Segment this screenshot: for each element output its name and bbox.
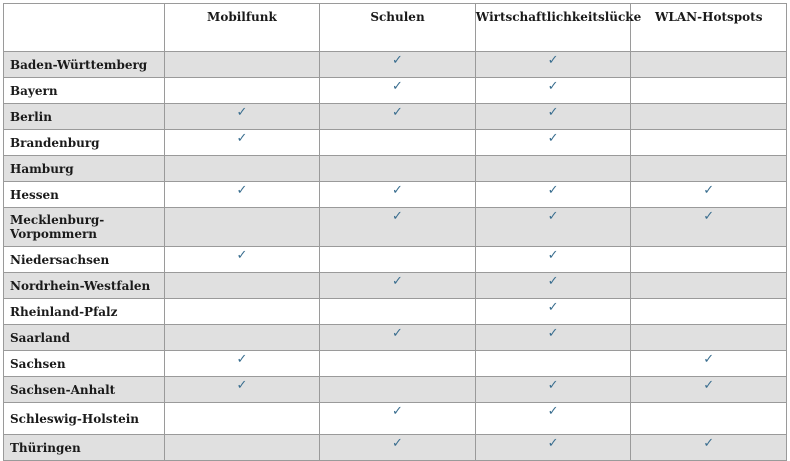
- state-name: Mecklenburg- Vorpommern: [4, 208, 165, 247]
- table-row: [4, 104, 787, 130]
- state-name: Sachsen: [4, 351, 165, 377]
- check-icon: ✓: [547, 300, 559, 315]
- state-name: Berlin: [4, 104, 165, 130]
- cell-wlan-hotspots: [631, 104, 787, 130]
- check-icon: ✓: [703, 209, 715, 224]
- check-icon: ✓: [547, 274, 559, 289]
- cell-mobilfunk: [164, 299, 320, 325]
- state-name: Nordrhein-Westfalen: [4, 273, 165, 299]
- cell-schulen: [320, 156, 476, 182]
- cell-mobilfunk: [164, 156, 320, 182]
- check-icon: ✓: [547, 131, 559, 146]
- cell-wirtschaftlichkeitsluecke: [475, 247, 631, 273]
- cell-mobilfunk: [164, 325, 320, 351]
- check-icon: ✓: [392, 79, 403, 94]
- check-icon: ✓: [547, 378, 559, 393]
- cell-schulen: [320, 403, 476, 435]
- cell-mobilfunk: [164, 435, 320, 461]
- cell-wirtschaftlichkeitsluecke: [475, 273, 631, 299]
- cell-mobilfunk: [164, 247, 320, 273]
- cell-mobilfunk: [164, 403, 320, 435]
- table-row: [4, 156, 787, 182]
- check-icon: ✓: [703, 378, 715, 393]
- cell-wirtschaftlichkeitsluecke: [475, 377, 631, 403]
- cell-wirtschaftlichkeitsluecke: [475, 78, 631, 104]
- check-icon: ✓: [236, 131, 248, 146]
- table-row: [4, 52, 787, 78]
- cell-wlan-hotspots: [631, 273, 787, 299]
- cell-schulen: [320, 377, 476, 403]
- check-icon: ✓: [547, 436, 559, 451]
- cell-wlan-hotspots: [631, 208, 787, 247]
- cell-schulen: [320, 299, 476, 325]
- check-icon: ✓: [703, 352, 715, 367]
- check-icon: ✓: [392, 105, 403, 120]
- cell-schulen: [320, 52, 476, 78]
- cell-schulen: [320, 208, 476, 247]
- check-icon: ✓: [547, 105, 559, 120]
- check-icon: ✓: [392, 53, 403, 68]
- state-name: Hessen: [4, 182, 165, 208]
- cell-wlan-hotspots: [631, 325, 787, 351]
- check-icon: ✓: [392, 436, 403, 451]
- cell-wirtschaftlichkeitsluecke: [475, 325, 631, 351]
- cell-wirtschaftlichkeitsluecke: [475, 435, 631, 461]
- cell-wlan-hotspots: [631, 52, 787, 78]
- state-name: Niedersachsen: [4, 247, 165, 273]
- cell-wlan-hotspots: [631, 247, 787, 273]
- cell-mobilfunk: [164, 78, 320, 104]
- cell-mobilfunk: [164, 52, 320, 78]
- header-cell-wirtschaftlichkeitsluecke: Wirtschaftlichkeitslücke: [475, 4, 631, 52]
- state-name: Bayern: [4, 78, 165, 104]
- check-icon: ✓: [547, 53, 559, 68]
- check-icon: ✓: [392, 183, 403, 198]
- cell-wlan-hotspots: [631, 156, 787, 182]
- check-icon: ✓: [236, 183, 248, 198]
- cell-wlan-hotspots: [631, 377, 787, 403]
- cell-wirtschaftlichkeitsluecke: [475, 208, 631, 247]
- cell-schulen: [320, 182, 476, 208]
- state-name: Rheinland-Pfalz: [4, 299, 165, 325]
- cell-wlan-hotspots: [631, 182, 787, 208]
- cell-schulen: [320, 130, 476, 156]
- check-icon: ✓: [392, 274, 403, 289]
- table-row: [4, 130, 787, 156]
- header-cell-wlan-hotspots: WLAN-Hotspots: [631, 4, 787, 52]
- cell-mobilfunk: [164, 208, 320, 247]
- header-cell-schulen: Schulen: [320, 4, 476, 52]
- cell-wlan-hotspots: [631, 130, 787, 156]
- cell-wlan-hotspots: [631, 435, 787, 461]
- table-row: [4, 247, 787, 273]
- cell-wirtschaftlichkeitsluecke: [475, 104, 631, 130]
- cell-wlan-hotspots: [631, 351, 787, 377]
- header-cell-empty: [4, 4, 165, 52]
- check-icon: ✓: [392, 209, 403, 224]
- cell-schulen: [320, 435, 476, 461]
- cell-mobilfunk: [164, 273, 320, 299]
- table-row: [4, 299, 787, 325]
- cell-wirtschaftlichkeitsluecke: [475, 351, 631, 377]
- state-name: Sachsen-Anhalt: [4, 377, 165, 403]
- state-name: Saarland: [4, 325, 165, 351]
- check-icon: ✓: [703, 436, 715, 451]
- cell-schulen: [320, 247, 476, 273]
- check-icon: ✓: [547, 404, 559, 419]
- cell-mobilfunk: [164, 130, 320, 156]
- cell-mobilfunk: [164, 351, 320, 377]
- check-icon: ✓: [392, 404, 403, 419]
- header-row: [4, 4, 787, 52]
- state-name: Baden-Württemberg: [4, 52, 165, 78]
- table-row: [4, 182, 787, 208]
- cell-mobilfunk: [164, 104, 320, 130]
- check-icon: ✓: [236, 248, 248, 263]
- cell-mobilfunk: [164, 182, 320, 208]
- cell-wirtschaftlichkeitsluecke: [475, 156, 631, 182]
- table-row: [4, 377, 787, 403]
- state-name: Schleswig-Holstein: [4, 403, 165, 435]
- cell-schulen: [320, 273, 476, 299]
- check-icon: ✓: [392, 326, 403, 341]
- cell-wlan-hotspots: [631, 403, 787, 435]
- cell-schulen: [320, 325, 476, 351]
- cell-mobilfunk: [164, 377, 320, 403]
- table-row: [4, 403, 787, 435]
- table-row: [4, 208, 787, 247]
- cell-wirtschaftlichkeitsluecke: [475, 52, 631, 78]
- table-row: [4, 351, 787, 377]
- state-name: Hamburg: [4, 156, 165, 182]
- table-row: [4, 78, 787, 104]
- table-row: [4, 325, 787, 351]
- cell-wirtschaftlichkeitsluecke: [475, 403, 631, 435]
- check-icon: ✓: [236, 105, 248, 120]
- cell-wlan-hotspots: [631, 78, 787, 104]
- cell-wirtschaftlichkeitsluecke: [475, 182, 631, 208]
- cell-wirtschaftlichkeitsluecke: [475, 299, 631, 325]
- check-icon: ✓: [547, 209, 559, 224]
- cell-schulen: [320, 104, 476, 130]
- table-body: [4, 52, 787, 461]
- state-name: Thüringen: [4, 435, 165, 461]
- check-icon: ✓: [236, 352, 248, 367]
- check-icon: ✓: [703, 183, 715, 198]
- cell-schulen: [320, 351, 476, 377]
- check-icon: ✓: [547, 183, 559, 198]
- check-icon: ✓: [547, 248, 559, 263]
- funding-table: [3, 3, 787, 461]
- cell-wirtschaftlichkeitsluecke: [475, 130, 631, 156]
- cell-wlan-hotspots: [631, 299, 787, 325]
- cell-schulen: [320, 78, 476, 104]
- table-row: [4, 435, 787, 461]
- header-cell-mobilfunk: Mobilfunk: [164, 4, 320, 52]
- check-icon: ✓: [236, 378, 248, 393]
- check-icon: ✓: [547, 326, 559, 341]
- check-icon: ✓: [547, 79, 559, 94]
- state-name: Brandenburg: [4, 130, 165, 156]
- table-row: [4, 273, 787, 299]
